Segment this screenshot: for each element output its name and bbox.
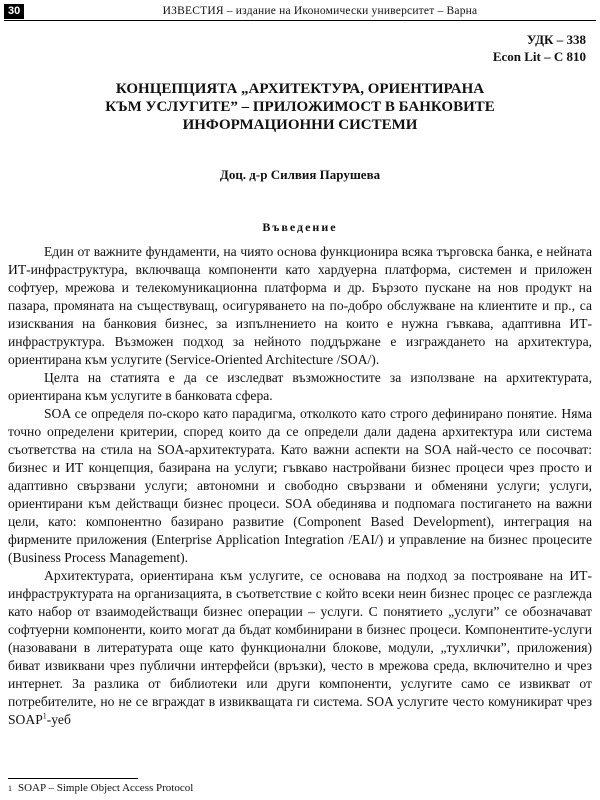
title-line: КОНЦЕПЦИЯТА „АРХИТЕКТУРА, ОРИЕНТИРАНА [115,81,485,97]
footnote-text: SOAP – Simple Object Access Protocol [18,782,194,794]
paragraph: Целта на статията е да се изследват възможностите за използване на архитектурата, ориентирана към услугите в банковата сфера. [8,370,592,403]
title-line: ИНФОРМАЦИОННИ СИСТЕМИ [182,117,418,133]
udk-code: УДК – 338 [526,32,586,47]
paragraph-text: Архитектурата, ориентирана към услугите, се основава на подход за построяване на ИТ-инфраструктурата на организацията, в съответствие с който всеки неин бизнес процес се разглежда като набор от взаимодействащи бизнес операции – услуги. С понятието „услуги” се обозначават софтуерни компоненти, които могат да бъдат комбинирани в бизнес процеси. Компонентите-услуги (назовавани в литературата още като функционални блокове, модули, „тухлички”, приложения) биват извиквани чрез публични интерфейси (връзки), често в мрежова среда, включително и чрез интернет. За разлика от библиотеки или други компоненти, услугите само се извикват от потребителите, но не се вграждат в извикващата ги система. SOA услугите често комуникират чрез SOAP [8,568,592,727]
author-name: Доц. д-р Силвия Парушева [219,167,381,182]
paragraph-tail: -уеб [46,712,71,727]
page-number: 30 [4,4,24,19]
classification-codes [493,31,586,65]
title-line: КЪМ УСЛУГИТЕ” – ПРИЛОЖИМОСТ В БАНКОВИТЕ [105,99,495,115]
page-header [4,4,596,21]
paragraph [8,567,592,729]
econ-lit-code: Econ Lit – C 810 [492,49,586,64]
article-title [40,80,560,134]
section-heading: Въведение [262,220,338,234]
footnote-mark: 1 [8,784,12,793]
footnote-reference[interactable]: 1 [42,711,47,721]
footnote [8,782,193,795]
paragraph: Един от важните фундаменти, на чиято основа функционира всяка търговска банка, е нейната ИТ-инфраструктура, включваща компоненти като хардуерна платформа, системен и приложен софтуер, мрежова и телекомуникационна платформа и др. Бързото пускане на нов продукт на пазара, промяната на съществуващ, осигуряването на по-добро обслужване на клиентите и пр., са изисквания на банковия бизнес, за изпълнението на които е нужна гъвкава, адаптивна ИТ-инфраструктура. Възможен подход за нейното поддържане е изграждането на архитектура, ориентирана към услугите (Service-Oriented Architecture /SOA/). [8,244,592,367]
footnote-divider [8,778,138,779]
running-head: ИЗВЕСТИЯ – издание на Икономически университет – Варна [162,5,478,17]
paragraph: SOA се определя по-скоро като парадигма, отколкото като строго дефинирано понятие. Няма точно определени критерии, според които да се определи дали дадена архитектура или система съответства на стила на SOA-архитектурата. Като важни аспекти на SOA най-често се посочват: бизнес и ИТ концепция, базирана на услуги; гъвкаво настройвани бизнес процеси чрез просто и адаптивно свързвани услуги; автономни и свободно свързвани и обменяни услуги; услуги, ориентирани към действащи бизнес процеси. SOA обединява и подпомага постигането на важни цели, като: компонентно базирано развитие (Component Based Development), интеграция на фирмените приложения (Enterprise Application Integration /EAI/) и управление на бизнес процесите (Business Process Management). [8,406,592,565]
article-body [8,243,592,729]
